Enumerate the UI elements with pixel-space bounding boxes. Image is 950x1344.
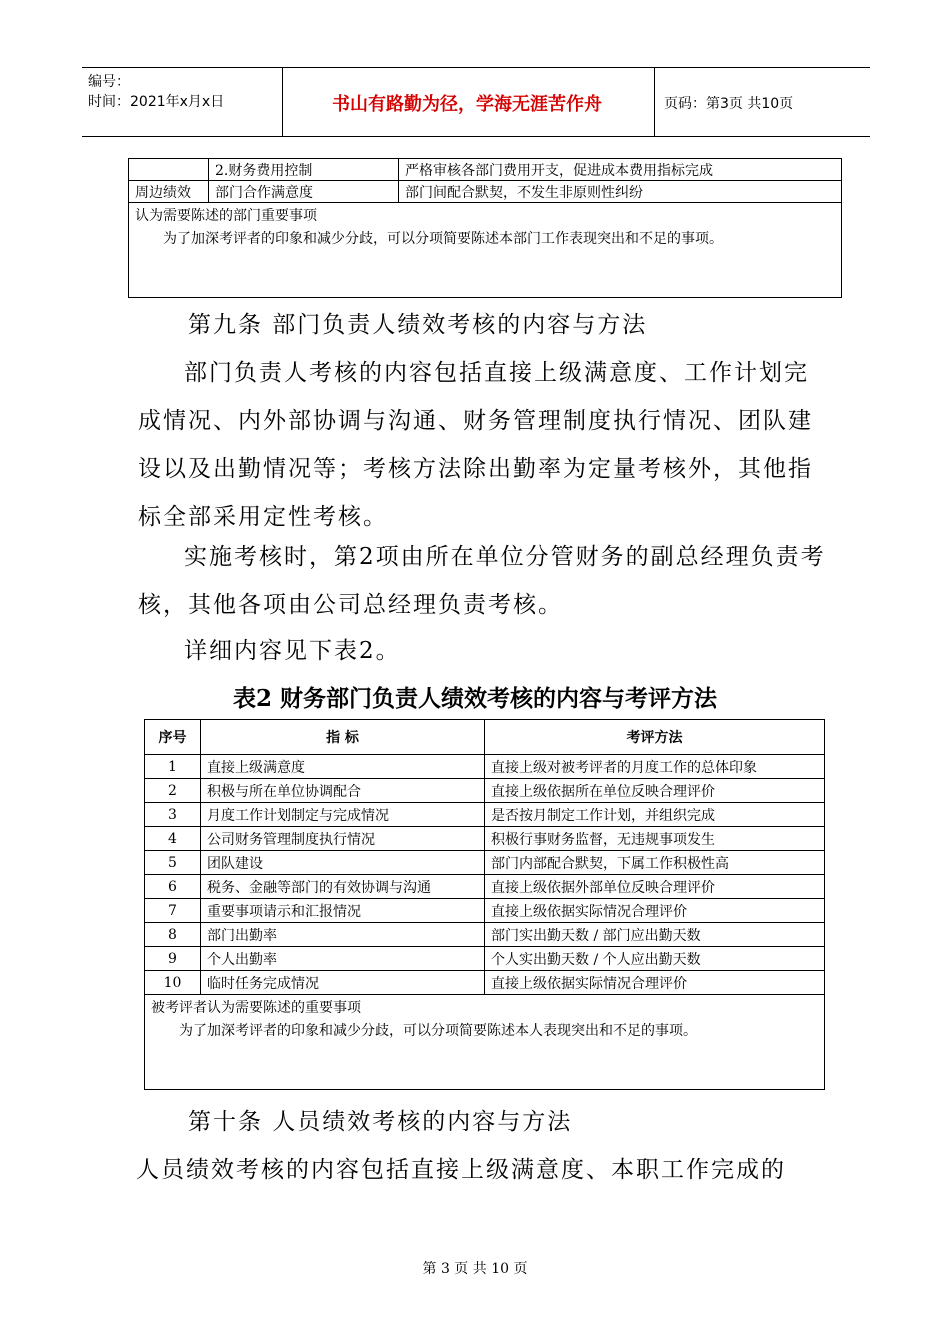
indicator-cell: 重要事项请示和汇报情况 — [201, 899, 485, 923]
table-header-row — [145, 720, 825, 755]
table-row — [145, 899, 825, 923]
row-number: 4 — [145, 827, 201, 851]
header-page-info: 页码：第3页 共10页 — [664, 96, 794, 112]
method-cell: 直接上级依据实际情况合理评价 — [485, 899, 825, 923]
table-row — [129, 159, 842, 181]
indicator-cell: 临时任务完成情况 — [201, 971, 485, 995]
evaluation-table — [144, 719, 825, 1090]
indicator-cell: 月度工作计划制定与完成情况 — [201, 803, 485, 827]
table-cell — [129, 159, 209, 181]
article-9-paragraph-3: 详细内容见下表2。 — [184, 638, 401, 664]
article-9-paragraph-2: 实施考核时，第2项由所在单位分管财务的副总经理负责考核，其他各项由公司总经理负责考核。 — [138, 544, 826, 618]
column-header: 序号 — [145, 720, 201, 755]
header-motto: 书山有路勤为径，学海无涯苦作舟 — [332, 94, 602, 115]
note-body: 为了加深考评者的印象和减少分歧，可以分项简要陈述本人表现突出和不足的事项。 — [179, 1023, 697, 1039]
table-cell: 部门间配合默契，不发生非原则性纠纷 — [399, 181, 842, 203]
table-row — [145, 971, 825, 995]
table-note — [129, 203, 842, 298]
table-note-row — [129, 203, 842, 298]
table-note-row — [145, 995, 825, 1090]
table-cell: 周边绩效 — [129, 181, 209, 203]
indicator-cell: 直接上级满意度 — [201, 755, 485, 779]
table-row — [145, 827, 825, 851]
header-divider — [654, 68, 655, 136]
table-row — [145, 923, 825, 947]
article-9-paragraph-1: 部门负责人考核的内容包括直接上级满意度、工作计划完成情况、内外部协调与沟通、财务管理制度执行情况、团队建设以及出勤情况等；考核方法除出勤率为定量考核外，其他指标全部采用定性考核。 — [138, 360, 813, 530]
row-number: 2 — [145, 779, 201, 803]
column-header: 考评方法 — [485, 720, 825, 755]
row-number: 10 — [145, 971, 201, 995]
indicator-cell: 部门出勤率 — [201, 923, 485, 947]
row-number: 6 — [145, 875, 201, 899]
table-cell: 部门合作满意度 — [209, 181, 399, 203]
table-2-title: 表2 财务部门负责人绩效考核的内容与考评方法 — [232, 685, 717, 712]
table-row — [145, 875, 825, 899]
method-cell: 是否按月制定工作计划，并组织完成 — [485, 803, 825, 827]
header-number: 编号： — [88, 74, 130, 90]
note-title: 被考评者认为需要陈述的重要事项 — [151, 1000, 361, 1016]
indicator-cell: 公司财务管理制度执行情况 — [201, 827, 485, 851]
indicator-cell: 积极与所在单位协调配合 — [201, 779, 485, 803]
table-row — [129, 181, 842, 203]
indicator-cell: 个人出勤率 — [201, 947, 485, 971]
row-number: 8 — [145, 923, 201, 947]
page-header — [82, 67, 870, 137]
method-cell: 直接上级依据实际情况合理评价 — [485, 971, 825, 995]
table-note — [145, 995, 825, 1090]
note-title: 认为需要陈述的部门重要事项 — [135, 208, 317, 224]
table-row — [145, 851, 825, 875]
method-cell: 直接上级依据所在单位反映合理评价 — [485, 779, 825, 803]
header-time: 时间：2021年x月x日 — [88, 94, 225, 110]
header-meta — [88, 72, 224, 112]
method-cell: 部门实出勤天数 / 部门应出勤天数 — [485, 923, 825, 947]
method-cell: 积极行事财务监督，无违规事项发生 — [485, 827, 825, 851]
row-number: 3 — [145, 803, 201, 827]
article-9-heading: 第九条 部门负责人绩效考核的内容与方法 — [188, 312, 648, 338]
article-10-heading: 第十条 人员绩效考核的内容与方法 — [188, 1109, 573, 1135]
row-number: 9 — [145, 947, 201, 971]
table-cell: 2.财务费用控制 — [209, 159, 399, 181]
method-cell: 直接上级对被考评者的月度工作的总体印象 — [485, 755, 825, 779]
indicator-cell: 税务、金融等部门的有效协调与沟通 — [201, 875, 485, 899]
table-cell: 严格审核各部门费用开支，促进成本费用指标完成 — [399, 159, 842, 181]
article-10-paragraph-1: 人员绩效考核的内容包括直接上级满意度、本职工作完成的 — [136, 1157, 786, 1183]
method-cell: 直接上级依据外部单位反映合理评价 — [485, 875, 825, 899]
indicator-cell: 团队建设 — [201, 851, 485, 875]
method-cell: 个人实出勤天数 / 个人应出勤天数 — [485, 947, 825, 971]
table-row — [145, 803, 825, 827]
note-body: 为了加深考评者的印象和减少分歧，可以分项简要陈述本部门工作表现突出和不足的事项。 — [163, 231, 723, 247]
method-cell: 部门内部配合默契，下属工作积极性高 — [485, 851, 825, 875]
table-row — [145, 947, 825, 971]
table-row — [145, 755, 825, 779]
row-number: 5 — [145, 851, 201, 875]
table-row — [145, 779, 825, 803]
department-table-continued — [128, 158, 842, 298]
row-number: 1 — [145, 755, 201, 779]
page-footer: 第 3 页 共 10 页 — [422, 1261, 528, 1277]
column-header: 指 标 — [201, 720, 485, 755]
row-number: 7 — [145, 899, 201, 923]
